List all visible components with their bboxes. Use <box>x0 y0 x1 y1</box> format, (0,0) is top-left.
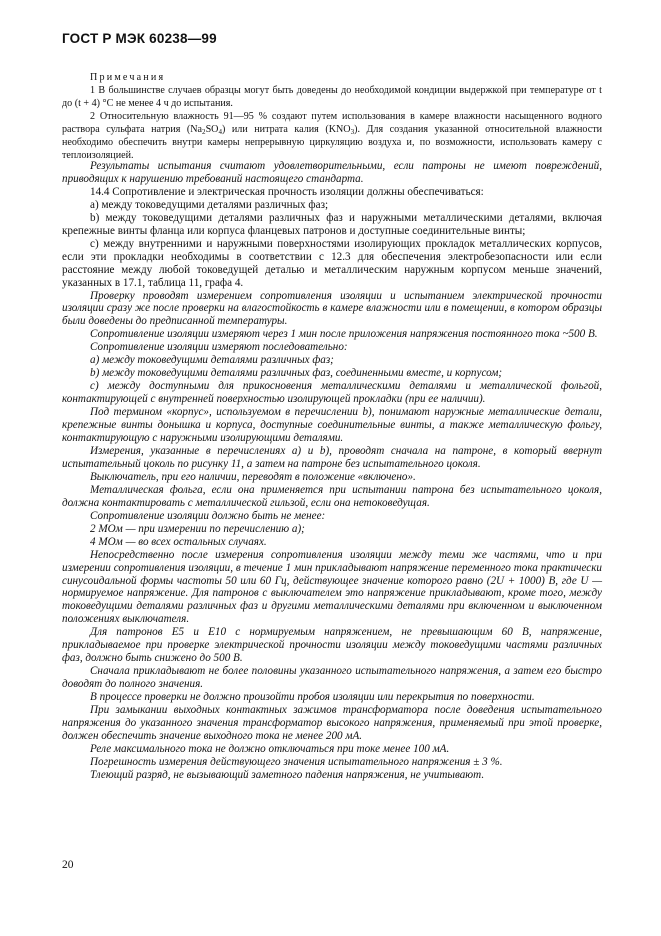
paragraph: b) между токоведущими деталями различных фаз, соединенными вместе, и корпусом; <box>90 367 503 380</box>
paragraph: b) между токоведущими деталями различных фаз и наружными металлическими деталями, включая крепежные винты фланца или корпуса фланцевых патронов и доступные соединительные винты; <box>62 211 602 237</box>
paragraph: Сначала прикладывают не более половины указанного испытательного напряжения, а затем его быстро доводят до полного значения. <box>62 665 602 691</box>
note-2: 2 Относительную влажность 91—95 % создают путем использования в камере влажности насыщенного водного раствора сульфата натрия $(Na_2SO_4)$ или нитрата калия $(KNO_3)$. Для создания указанной относительной влажности необходимо обеспечить внутри камеры непрерывную циркуляцию воздуха и, по возможности, использовать камеру с теплоизоляцией. <box>62 111 603 161</box>
paragraph: 14.4 Сопротивление и электрическая прочность изоляции должны обеспечиваться: <box>90 185 484 198</box>
paragraph: Проверку проводят измерением сопротивления изоляции и испытанием электрической прочности изоляции сразу же после проверки на влагостойкость в камере влажности или в помещении, в котором образцы были доведены до предписанной температуры. <box>62 289 602 328</box>
paragraph: с) между внутренними и наружными поверхностями изолирующих прокладок металлических корпусов, если эти прокладки необходимы в соответствии с 12.3 для обеспечения электробезопасности или если расстояние между любой токоведущей деталью и металлическим наружным корпусом меньше значений, указанных в 17.1, таблица 11, графа 4. <box>62 237 602 289</box>
paragraph: Сопротивление изоляции должно быть не менее: <box>90 509 326 522</box>
paragraph: а) между токоведущими деталями различных фаз; <box>90 198 329 211</box>
paragraph: В процессе проверки не должно произойти пробоя изоляции или перекрытия по поверхности. <box>90 691 535 704</box>
paragraph: Измерения, указанные в перечислениях а) и b), проводят сначала на патроне, в который ввернут испытательный цоколь по рисунку 11, а затем на патроне без испытательного цоколя. <box>62 444 602 470</box>
paragraph: Выключатель, при его наличии, переводят в положение «включено». <box>90 470 416 483</box>
paragraph: Погрешность измерения действующего значения испытательного напряжения ± 3 %. <box>90 755 503 768</box>
page-number: 20 <box>62 859 74 871</box>
paragraph: Сопротивление изоляции измеряют последовательно: <box>90 341 348 354</box>
paragraph: Под термином «корпус», используемом в перечислении b), понимают наружные металлические детали, крепежные винты донышка и корпуса, доступные соединительные винты, а также металлическую фольгу, контактирующую с наружными изолирующими деталями. <box>62 406 602 445</box>
paragraph: Сопротивление изоляции измеряют через 1 мин после приложения напряжения постоянного тока ~500 В. <box>90 328 598 341</box>
paragraph: Для патронов Е5 и Е10 с нормируемым напряжением, не превышающим 60 В, напряжение, прикладываемое при проверке электрической прочности изоляции между токоведущими частями различных фаз, должно быть снижено до 500 В. <box>62 626 602 665</box>
note-1: 1 В большинстве случаев образцы могут быть доведены до необходимой кондиции выдержкой при температуре от t до (t + 4) °С не менее 4 ч до испытания. <box>62 85 602 109</box>
paragraph: При замыкании выходных контактных зажимов трансформатора после доведения испытательного напряжения до указанного значения трансформатор высокого напряжения, применяемый при этой проверке, должен обеспечить значение выходного тока не менее 200 мА. <box>62 704 602 742</box>
paragraph: Металлическая фольга, если она применяется при испытании патрона без испытательного цоколя, должна контактировать с металлической гильзой, если она нетоковедущая. <box>62 483 602 509</box>
notes-title: Примечания <box>90 72 166 83</box>
paragraph: 2 МОм — при измерении по перечислению а); <box>90 522 305 535</box>
paragraph: Результаты испытания считают удовлетворительными, если патроны не имеют повреждений, приводящих к нарушению требований настоящего стандарта. <box>62 160 602 185</box>
paragraph: Непосредственно после измерения сопротивления изоляции между теми же частями, что и при измерении сопротивления изоляции, в течение 1 мин прикладывают напряжение переменного тока практически синусоидальной формы частоты 50 или 60 Гц, действующее значение которого равно (2U + 1000) В, где U — нормируемое напряжение. Для патронов с выключателем это напряжение прикладывают, кроме того, между токоведущими деталями различных фаз и другими металлическими деталями при включенном и выключенном положениях выключателя. <box>62 548 602 626</box>
paragraph: 4 МОм — во всех остальных случаях. <box>90 535 267 548</box>
notes-block <box>62 71 602 162</box>
paragraph: а) между токоведущими деталями различных фаз; <box>90 354 334 367</box>
paragraph: Тлеющий разряд, не вызывающий заметного падения напряжения, не учитывают. <box>90 768 485 781</box>
main-text <box>62 160 602 782</box>
paragraph: с) между доступными для прикосновения металлическими деталями и металлической фольгой, контактирующей с внутренней поверхностью изолирующей прокладки (при ее наличии). <box>62 380 602 406</box>
standard-code-header: ГОСТ Р МЭК 60238—99 <box>62 31 217 46</box>
paragraph: Реле максимального тока не должно отключаться при токе менее 100 мА. <box>90 742 450 755</box>
